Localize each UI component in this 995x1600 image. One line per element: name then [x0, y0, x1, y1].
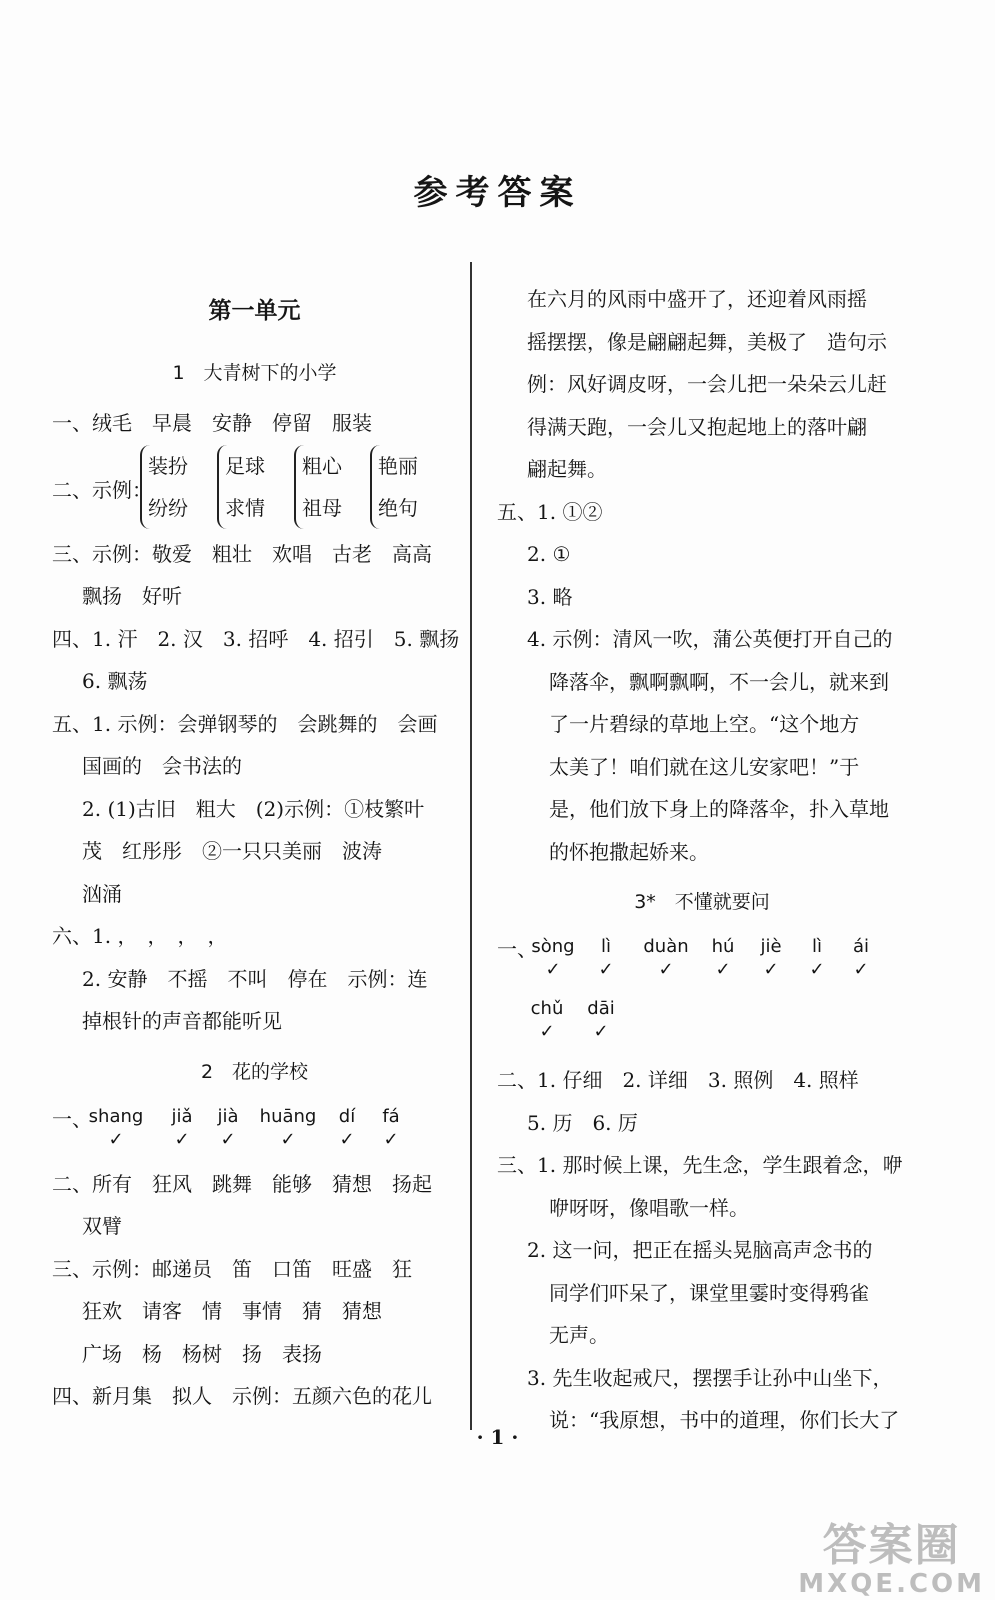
word: 纷纷 — [148, 495, 188, 520]
l3-q2b: 5. 历 6. 厉 — [527, 1110, 638, 1135]
pinyin-text: fá — [382, 1105, 400, 1127]
pinyin-item — [527, 993, 567, 1042]
check-icon: ✓ — [598, 959, 614, 980]
pinyin-item — [843, 931, 879, 980]
l2-q2a: 二、所有 狂风 跳舞 能够 猜想 扬起 — [52, 1171, 432, 1196]
check-icon: ✓ — [339, 1128, 355, 1150]
pinyin-text: ái — [852, 936, 870, 957]
r-cont3: 例：风好调皮呀，一会儿把一朵朵云儿赶 — [527, 372, 887, 396]
l1-q2-label: 二、示例： — [52, 477, 152, 502]
check-icon: ✓ — [715, 959, 731, 980]
l1-q6c: 掉根针的声音都能听见 — [82, 1009, 282, 1033]
l3-q3-3b: 说：“我原想，书中的道理，你们长大了 — [549, 1408, 900, 1432]
check-icon: ✓ — [108, 1128, 124, 1150]
word-pair-2 — [217, 445, 265, 529]
unit-title: 第一单元 — [208, 297, 301, 324]
r-q5-3: 3. 略 — [527, 584, 573, 609]
l3-q3-3a: 3. 先生收起戒尺，摆摆手让孙中山坐下， — [527, 1365, 893, 1390]
word-pair-1 — [140, 445, 188, 529]
r-q5-4c: 了一片碧绿的草地上空。“这个地方 — [549, 712, 860, 736]
l3-q1-label: 一、 — [497, 937, 537, 961]
l3-q3-1a: 三、1. 那时候上课，先生念，学生跟着念，咿 — [497, 1153, 903, 1177]
lesson-1-title: 1 大青树下的小学 — [172, 362, 337, 384]
pinyin-text: hú — [711, 936, 735, 957]
l2-q1-label: 一、 — [52, 1106, 92, 1131]
watermark-url: MXQE.COM — [798, 1569, 985, 1599]
l1-q5a: 五、1. 示例：会弹钢琴的 会跳舞的 会画 — [52, 711, 438, 736]
lesson-2-title: 2 花的学校 — [200, 1060, 309, 1083]
r-q5-1: 五、1. ①② — [497, 499, 603, 524]
l3-q3-2b: 同学们吓呆了，课堂里霎时变得鸦雀 — [549, 1280, 869, 1305]
pinyin-item — [332, 1101, 362, 1150]
l1-q2 — [52, 445, 457, 533]
pinyin-item — [162, 1101, 202, 1150]
l3-q2a: 二、1. 仔细 2. 详细 3. 照例 4. 照样 — [497, 1068, 859, 1092]
word: 艳丽 — [378, 453, 418, 478]
check-icon: ✓ — [658, 959, 674, 980]
l3-q1-pinyin-row2 — [497, 993, 907, 1059]
l1-q4b: 6. 飘荡 — [82, 669, 148, 693]
watermark-text: 答案圈 — [822, 1520, 961, 1571]
left-column — [52, 278, 460, 1418]
pinyin-item — [803, 931, 831, 980]
l2-q2b: 双臂 — [82, 1214, 122, 1238]
check-icon: ✓ — [220, 1128, 236, 1150]
r-q5-4d: 太美了！咱们就在这儿安家吧！”于 — [549, 754, 860, 779]
r-q5-4a: 4. 示例：清风一吹，蒲公英便打开自己的 — [527, 627, 893, 651]
check-icon: ✓ — [280, 1128, 296, 1150]
r-q5-2: 2. ① — [527, 542, 571, 566]
pinyin-item — [527, 931, 579, 980]
pinyin-text: huāng — [259, 1105, 317, 1127]
l1-q3a: 三、示例：敬爱 粗壮 欢唱 古老 高高 — [52, 541, 432, 566]
pinyin-text: jiǎ — [171, 1105, 193, 1127]
pinyin-item — [84, 1101, 148, 1150]
pinyin-text: duàn — [643, 936, 689, 957]
check-icon: ✓ — [853, 959, 869, 980]
word-pair-3 — [294, 445, 342, 529]
check-icon: ✓ — [539, 1021, 555, 1042]
l1-q1: 一、绒毛 早晨 安静 停留 服装 — [52, 411, 372, 435]
r-cont4: 得满天跑，一会儿又抱起地上的落叶翩 — [527, 414, 867, 439]
pinyin-text: jià — [217, 1105, 239, 1127]
r-cont1: 在六月的风雨中盛开了，还迎着风雨摇 — [527, 287, 867, 311]
pinyin-text: jiè — [760, 936, 782, 957]
l3-q3-2c: 无声。 — [549, 1323, 609, 1347]
l1-q5d: 茂 红彤彤 ②一只只美丽 波涛 — [82, 839, 382, 863]
l1-q6a: 六、1. ， ， ， ， — [52, 924, 228, 948]
pinyin-item — [753, 931, 789, 980]
l3-q3-1b: 咿呀呀，像唱歌一样。 — [549, 1195, 749, 1220]
pinyin-text: lì — [600, 936, 611, 957]
check-icon: ✓ — [593, 1021, 609, 1042]
pinyin-item — [208, 1101, 248, 1150]
l1-q5c: 2. (1)古旧 粗大 (2)示例：①枝繁叶 — [82, 796, 425, 821]
pinyin-item — [376, 1101, 406, 1150]
page-title: 参考答案 — [413, 173, 582, 213]
pinyin-item — [707, 931, 739, 980]
lesson-3-title: 3* 不懂就要问 — [634, 891, 770, 913]
l1-q5e: 汹涌 — [82, 881, 122, 906]
word: 足球 — [225, 453, 265, 478]
word: 祖母 — [302, 495, 342, 520]
l2-q4a: 四、新月集 拟人 示例：五颜六色的花儿 — [52, 1384, 432, 1408]
pinyin-item — [591, 931, 621, 980]
pinyin-text: sòng — [531, 936, 575, 957]
watermark-logo — [798, 1522, 985, 1598]
r-q5-4e: 是，他们放下身上的降落伞，扑入草地 — [549, 797, 889, 821]
check-icon: ✓ — [809, 959, 825, 980]
r-q5-4b: 降落伞，飘啊飘啊，不一会儿，就来到 — [549, 669, 889, 694]
column-divider — [470, 262, 472, 1430]
pinyin-text: dāi — [587, 998, 615, 1019]
r-cont5: 翩起舞。 — [527, 457, 607, 481]
l1-q3b: 飘扬 好听 — [82, 584, 182, 608]
pinyin-text: chǔ — [530, 998, 564, 1019]
l3-q1-pinyin-row1 — [497, 931, 907, 993]
r-q5-4f: 的怀抱撒起娇来。 — [549, 839, 709, 864]
check-icon: ✓ — [763, 959, 779, 980]
l1-q6b: 2. 安静 不摇 不叫 停在 示例：连 — [82, 966, 428, 991]
check-icon: ✓ — [174, 1128, 190, 1150]
word-pair-4 — [370, 445, 418, 529]
r-cont2: 摇摆摆，像是翩翩起舞，美极了 造句示 — [527, 329, 887, 354]
l3-q3-2a: 2. 这一问，把正在摇头晃脑高声念书的 — [527, 1238, 873, 1262]
pinyin-text: shang — [88, 1105, 144, 1127]
word: 装扮 — [148, 453, 188, 478]
pinyin-text: dí — [338, 1105, 356, 1127]
word: 绝句 — [378, 495, 418, 520]
l2-q3c: 广场 杨 杨树 扬 表扬 — [82, 1341, 322, 1366]
page-number: · 1 · — [476, 1425, 519, 1449]
l1-q5b: 国画的 会书法的 — [82, 754, 242, 778]
right-column — [497, 278, 907, 1442]
check-icon: ✓ — [383, 1128, 399, 1150]
l1-q4a: 四、1. 汗 2. 汉 3. 招呼 4. 招引 5. 飘扬 — [52, 626, 460, 651]
check-icon: ✓ — [545, 959, 561, 980]
pinyin-item — [637, 931, 695, 980]
l2-q3b: 狂欢 请客 情 事情 猜 猜想 — [82, 1299, 382, 1323]
pinyin-item — [581, 993, 621, 1042]
pinyin-text: lì — [811, 936, 822, 957]
pinyin-item — [256, 1101, 320, 1150]
word: 求情 — [225, 495, 265, 520]
l2-q3a: 三、示例：邮递员 笛 口笛 旺盛 狂 — [52, 1256, 412, 1281]
l2-q1-pinyin — [52, 1101, 457, 1163]
word: 粗心 — [302, 453, 342, 478]
